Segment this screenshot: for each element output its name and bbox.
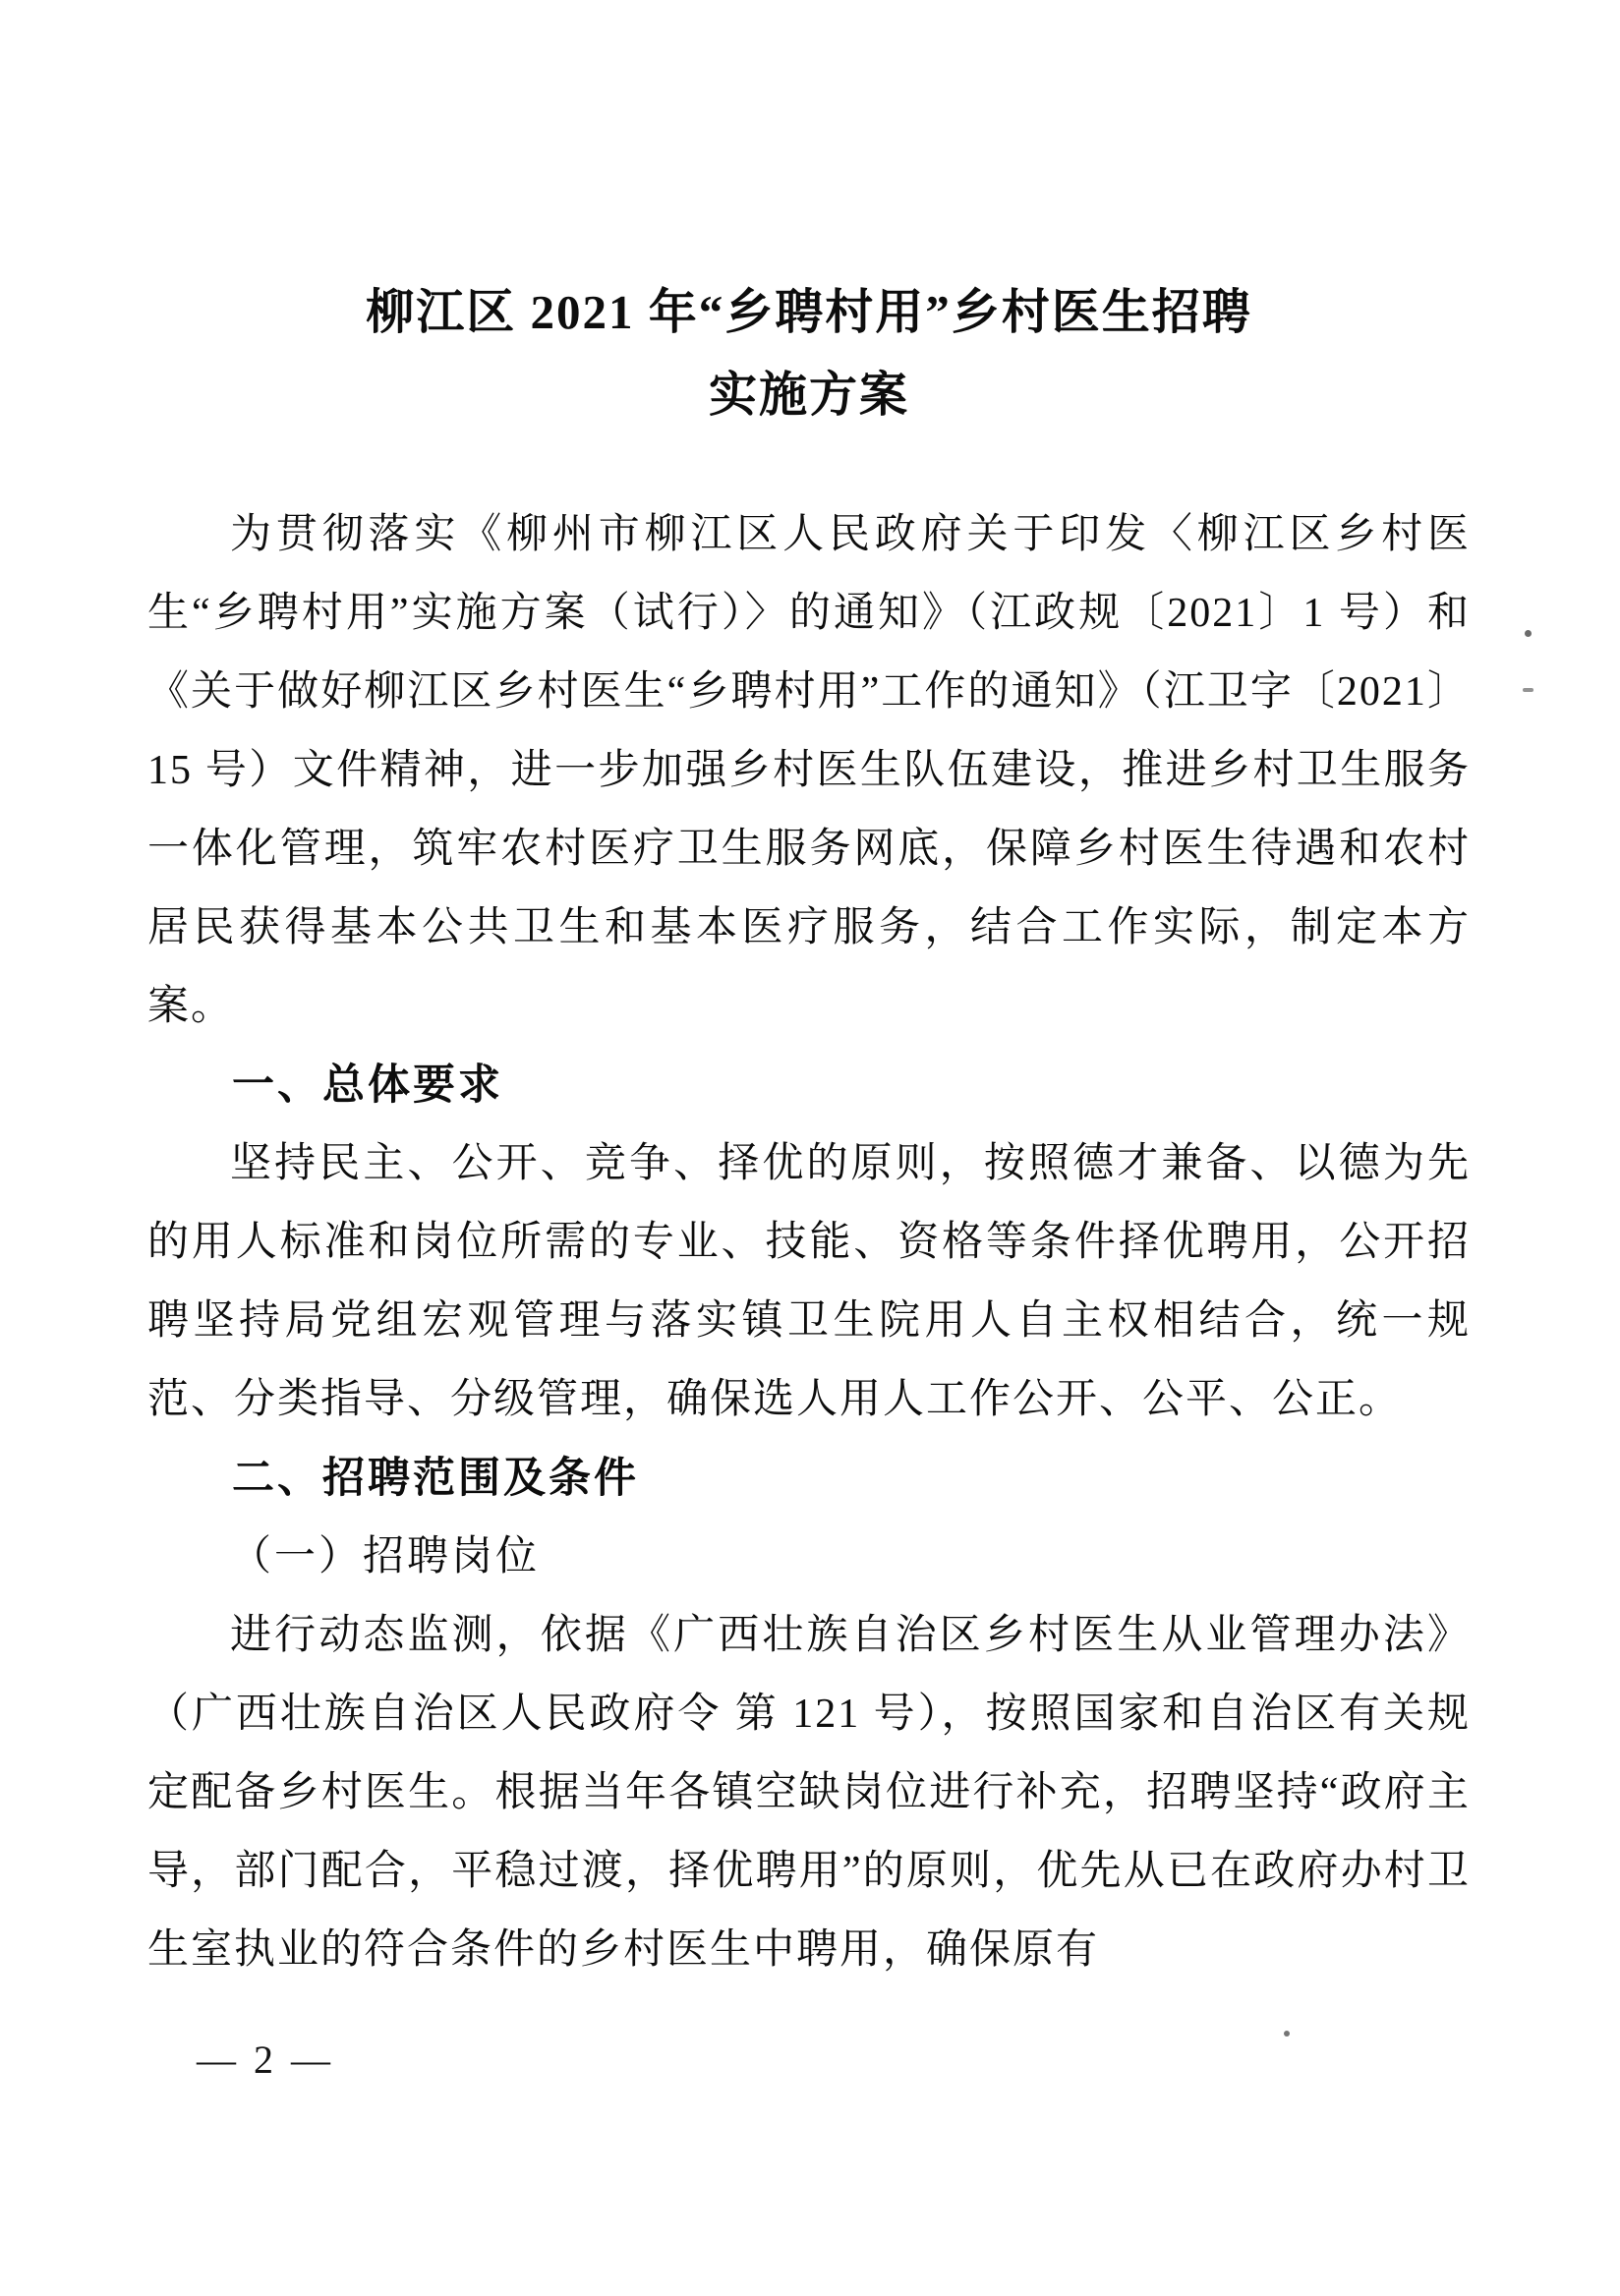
scan-artifact-speck [1525,630,1532,637]
scan-artifact-speck [1284,2031,1290,2037]
title-line-2: 实施方案 [708,368,909,422]
paragraph-recruitment-posts: 进行动态监测，依据《广西壮族自治区乡村医生从业管理办法》（广西壮族自治区人民政府令 第 121 号），按照国家和自治区有关规定配备乡村医生。根据当年各镇空缺岗位进行补充，招聘坚持“政府主导，部门配合，平稳过渡，择优聘用”的原则，优先从已在政府办村卫生室执业的符合条件的乡村医生中聘用，确保原有 [147,1613,1471,1973]
page-footer [197,2037,334,2083]
document-body [147,495,1471,1989]
heading-overall-requirements: 一、总体要求 [232,1062,503,1109]
heading-recruitment-scope-conditions: 二、招聘范围及条件 [232,1455,639,1502]
subheading-recruitment-posts: （一）招聘岗位 [230,1534,541,1579]
paragraph-intro: 为贯彻落实《柳州市柳江区人民政府关于印发〈柳江区乡村医生“乡聘村用”实施方案（试行）〉的通知》（江政规〔2021〕1 号）和《关于做好柳江区乡村医生“乡聘村用”工作的通知》（江卫字〔2021〕15 号）文件精神，进一步加强乡村医生队伍建设，推进乡村卫生服务一体化管理，筑牢农村医疗卫生服务网底，保障乡村医生待遇和农村居民获得基本公共卫生和基本医疗服务，结合工作实际，制定本方案。 [147,512,1471,1029]
paragraph-overall-requirements: 坚持民主、公开、竞争、择优的原则，按照德才兼备、以德为先的用人标准和岗位所需的专业、技能、资格等条件择优聘用，公开招聘坚持局党组宏观管理与落实镇卫生院用人自主权相结合，统一规范、分类指导、分级管理，确保选人用人工作公开、公平、公正。 [147,1141,1471,1422]
title-line-1: 柳江区 2021 年“乡聘村用”乡村医生招聘 [366,285,1252,339]
scan-artifact-speck [1523,688,1533,692]
document-title [147,271,1471,436]
page-number: — 2 — [197,2038,334,2082]
